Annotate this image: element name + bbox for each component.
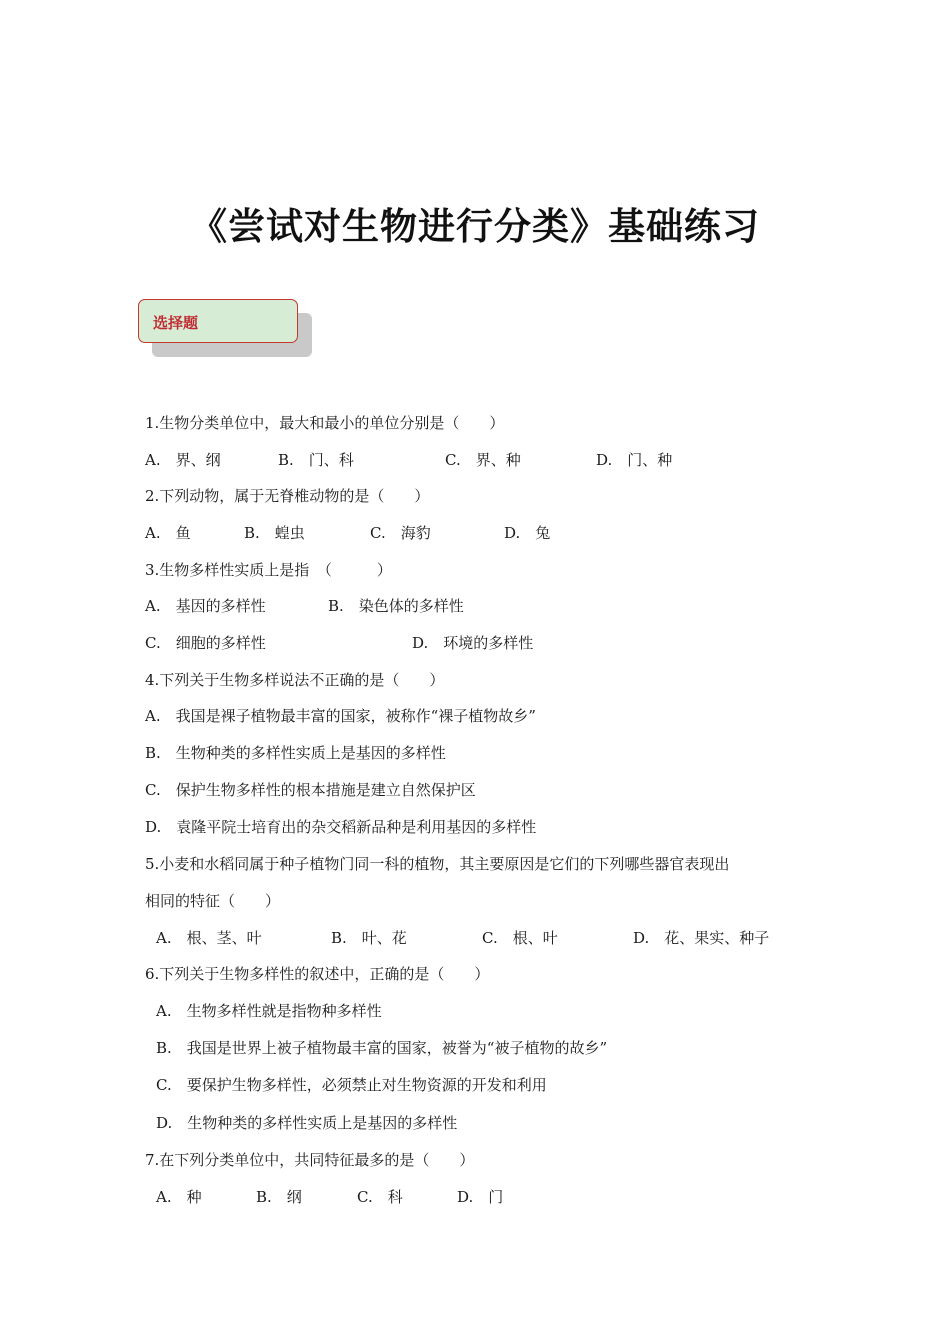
question-3 (0, 558, 950, 582)
question-6-option-a (0, 999, 950, 1023)
option-b: B. 蝗虫 (244, 524, 305, 542)
option-d: D. 生物种类的多样性实质上是基因的多样性 (156, 1114, 458, 1132)
question-1-options (0, 448, 950, 472)
question-4-option-d (0, 815, 950, 839)
page-title: 《尝试对生物进行分类》基础练习 (190, 205, 760, 248)
question-3-options-row2 (0, 631, 950, 655)
option-b: B. 染色体的多样性 (328, 597, 464, 615)
question-5-continued (0, 889, 950, 913)
option-d: D. 袁隆平院士培育出的杂交稻新品种是利用基因的多样性 (145, 818, 537, 836)
question-stem: 2.下列动物，属于无脊椎动物的是（ ） (145, 487, 430, 505)
option-b: B. 叶、花 (331, 929, 407, 947)
option-d: D. 兔 (504, 524, 551, 542)
question-stem: 7.在下列分类单位中，共同特征最多的是（ ） (145, 1151, 475, 1169)
option-b: B. 纲 (256, 1188, 302, 1206)
option-d: D. 环境的多样性 (412, 634, 534, 652)
question-4-option-b (0, 741, 950, 765)
option-a: A. 界、纲 (145, 451, 221, 469)
option-c: C. 细胞的多样性 (145, 634, 266, 652)
section-header (138, 299, 298, 343)
option-c: C. 海豹 (370, 524, 431, 542)
question-4 (0, 668, 950, 692)
option-a: A. 基因的多样性 (145, 597, 266, 615)
option-d: D. 门 (457, 1188, 504, 1206)
question-5-options (0, 926, 950, 950)
option-c: C. 科 (357, 1188, 403, 1206)
option-d: D. 花、果实、种子 (633, 929, 770, 947)
question-6-option-d (0, 1111, 950, 1135)
option-b: B. 我国是世界上被子植物最丰富的国家，被誉为“被子植物的故乡” (156, 1039, 608, 1057)
question-1 (0, 411, 950, 435)
question-6 (0, 962, 950, 986)
question-6-option-b (0, 1036, 950, 1060)
question-stem: 4.下列关于生物多样说法不正确的是（ ） (145, 671, 445, 689)
question-2-options (0, 521, 950, 545)
question-stem: 3.生物多样性实质上是指 （ ） (145, 561, 392, 579)
question-3-options-row1 (0, 594, 950, 618)
question-7 (0, 1148, 950, 1172)
question-stem-line-2: 相同的特征（ ） (145, 892, 281, 910)
option-c: C. 根、叶 (482, 929, 558, 947)
question-stem-line-1: 5.小麦和水稻同属于种子植物门同一科的植物，其主要原因是它们的下列哪些器官表现出 (145, 855, 730, 873)
question-2 (0, 484, 950, 508)
option-a: A. 鱼 (145, 524, 191, 542)
option-c: C. 保护生物多样性的根本措施是建立自然保护区 (145, 781, 476, 799)
question-6-option-c (0, 1073, 950, 1097)
question-4-option-a (0, 704, 950, 728)
option-a: A. 种 (156, 1188, 202, 1206)
option-b: B. 门、科 (278, 451, 354, 469)
option-c: C. 要保护生物多样性，必须禁止对生物资源的开发和利用 (156, 1076, 547, 1094)
option-a: A. 根、茎、叶 (156, 929, 262, 947)
question-7-options (0, 1185, 950, 1209)
option-a: A. 生物多样性就是指物种多样性 (156, 1002, 382, 1020)
option-d: D. 门、种 (596, 451, 673, 469)
question-5 (0, 852, 950, 876)
question-stem: 1.生物分类单位中，最大和最小的单位分别是（ ） (145, 414, 505, 432)
option-a: A. 我国是裸子植物最丰富的国家，被称作“裸子植物故乡” (145, 707, 536, 725)
option-c: C. 界、种 (445, 451, 521, 469)
question-stem: 6.下列关于生物多样性的叙述中，正确的是（ ） (145, 965, 490, 983)
question-4-option-c (0, 778, 950, 802)
option-b: B. 生物种类的多样性实质上是基因的多样性 (145, 744, 446, 762)
section-label: 选择题 (153, 314, 199, 332)
